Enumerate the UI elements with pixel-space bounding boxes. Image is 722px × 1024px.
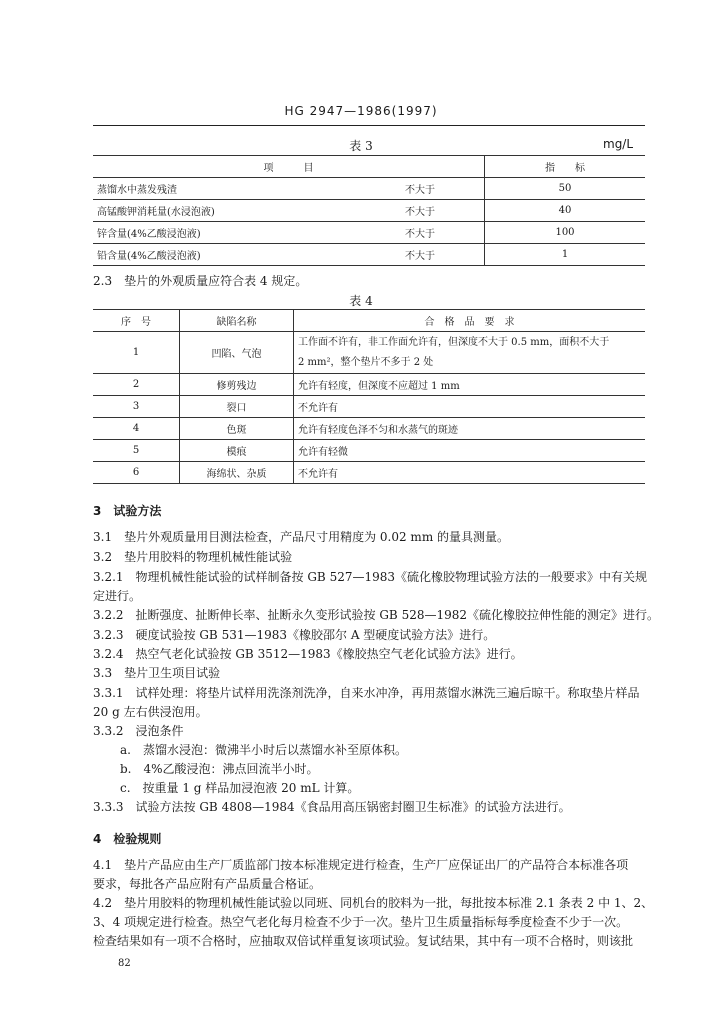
header-rule <box>93 125 645 126</box>
table3-unit: mg/L <box>603 137 634 151</box>
clause-3-2: 3.2 垫片用胶料的物理机械性能试验 <box>93 550 293 564</box>
clause-4-2-cont-2: 检查结果如有一项不合格时，应抽取双倍试样重复该项试验。复试结果，其中有一项不合格时，则该批 <box>93 934 634 948</box>
clause-3-2-1: 3.2.1 物理机械性能试验的试样制备按 GB 527—1983《硫化橡胶物理试验方法的一般要求》中有关规 <box>93 570 648 584</box>
table-row <box>93 418 645 440</box>
table-header-row <box>93 310 645 332</box>
requirement-line-2: 2 mm²，整个垫片不多于 2 处 <box>298 356 434 368</box>
standard-header: HG 2947—1986(1997) <box>284 104 438 118</box>
limit-cell: 不大于 <box>356 200 485 222</box>
defect-name: 海绵状、杂质 <box>180 462 294 484</box>
section-3-heading: 3 试验方法 <box>93 504 162 518</box>
clause-4-2: 4.2 垫片用胶料的物理机械性能试验以同班、同机台的胶料为一批，每批按本标准 2.1 条表 2 中 1、2、 <box>93 896 654 910</box>
defect-name: 色斑 <box>180 418 294 440</box>
table-3 <box>93 155 645 266</box>
limit-cell: 不大于 <box>356 222 485 244</box>
clause-4-1: 4.1 垫片产品应由生产厂质监部门按本标准规定进行检查，生产厂应保证出厂的产品符合本标准各项 <box>93 858 629 872</box>
clause-3-3-2: 3.3.2 浸泡条件 <box>93 724 184 738</box>
row-no: 2 <box>93 374 180 396</box>
requirement: 不允许有 <box>294 396 646 418</box>
row-no: 6 <box>93 462 180 484</box>
requirement: 不允许有 <box>294 462 646 484</box>
requirement: 允许有轻度色泽不匀和水蒸气的斑迹 <box>294 418 646 440</box>
item-b: b. 4%乙酸浸泡：沸点回流半小时。 <box>120 762 319 776</box>
requirement <box>294 332 646 374</box>
value-cell: 100 <box>485 222 646 244</box>
clause-2-3: 2.3 垫片的外观质量应符合表 4 规定。 <box>93 274 308 288</box>
clause-3-3-1: 3.3.1 试样处理：将垫片试样用洗涤剂洗净，自来水冲净，再用蒸馏水淋洗三遍后晾干。称取垫片样品 <box>93 686 640 700</box>
defect-name: 凹陷、气泡 <box>180 332 294 374</box>
header-no: 序 号 <box>93 310 180 332</box>
row-no: 5 <box>93 440 180 462</box>
table-row <box>93 462 645 484</box>
clause-3-3: 3.3 垫片卫生项目试验 <box>93 666 221 680</box>
header-value: 指 标 <box>485 156 646 178</box>
header-defect: 缺陷名称 <box>180 310 294 332</box>
clause-4-1-cont: 要求，每批各产品应附有产品质量合格证。 <box>93 877 322 891</box>
clause-3-2-1-cont: 定进行。 <box>93 589 142 603</box>
table-row <box>93 222 645 244</box>
value-cell: 50 <box>485 178 646 200</box>
table-row <box>93 440 645 462</box>
table-row <box>93 332 645 374</box>
value-cell: 1 <box>485 244 646 266</box>
row-no: 4 <box>93 418 180 440</box>
clause-3-3-1-cont: 20 g 左右供浸泡用。 <box>93 705 208 719</box>
header-item: 项 目 <box>93 156 485 178</box>
clause-3-3-3: 3.3.3 试验方法按 GB 4808—1984《食品用高压锅密封圈卫生标准》的试验方法进行。 <box>93 800 571 814</box>
section-4-heading: 4 检验规则 <box>93 832 162 846</box>
clause-3-1: 3.1 垫片外观质量用目测法检查，产品尺寸用精度为 0.02 mm 的量具测量。 <box>93 530 510 544</box>
table-header-row <box>93 156 645 178</box>
table-row <box>93 244 645 266</box>
requirement-line-1: 工作面不许有，非工作面允许有，但深度不大于 0.5 mm，面积不大于 <box>298 336 610 348</box>
item-cell: 高锰酸钾消耗量(水浸泡液) <box>93 200 356 222</box>
table3-title: 表 3 <box>349 139 373 153</box>
clause-3-2-2: 3.2.2 扯断强度、扯断伸长率、扯断永久变形试验按 GB 528—1982《硫化橡胶拉伸性能的测定》进行。 <box>93 608 660 622</box>
requirement: 允许有轻度，但深度不应超过 1 mm <box>294 374 646 396</box>
table-row <box>93 396 645 418</box>
item-c: c. 按重量 1 g 样品加浸泡液 20 mL 计算。 <box>120 781 360 795</box>
item-cell: 铅含量(4%乙酸浸泡液) <box>93 244 356 266</box>
requirement: 允许有轻微 <box>294 440 646 462</box>
limit-cell: 不大于 <box>356 178 485 200</box>
item-cell: 锌含量(4%乙酸浸泡液) <box>93 222 356 244</box>
clause-3-2-4: 3.2.4 热空气老化试验按 GB 3512—1983《橡胶热空气老化试验方法》进行。 <box>93 647 523 661</box>
table-row <box>93 374 645 396</box>
header-requirement: 合 格 品 要 求 <box>294 310 646 332</box>
table4-title: 表 4 <box>349 294 373 308</box>
item-cell: 蒸馏水中蒸发残渣 <box>93 178 356 200</box>
table-row <box>93 200 645 222</box>
table-4 <box>93 309 645 484</box>
clause-4-2-cont-1: 3、4 项规定进行检查。热空气老化每月检查不少于一次。垫片卫生质量指标每季度检查不少于一次。 <box>93 915 629 929</box>
table-row <box>93 178 645 200</box>
row-no: 3 <box>93 396 180 418</box>
page-number: 82 <box>118 958 131 969</box>
defect-name: 修剪残边 <box>180 374 294 396</box>
value-cell: 40 <box>485 200 646 222</box>
defect-name: 模痕 <box>180 440 294 462</box>
clause-3-2-3: 3.2.3 硬度试验按 GB 531—1983《橡胶邵尔 A 型硬度试验方法》进行。 <box>93 628 496 642</box>
limit-cell: 不大于 <box>356 244 485 266</box>
row-no: 1 <box>93 332 180 374</box>
item-a: a. 蒸馏水浸泡：微沸半小时后以蒸馏水补至原体积。 <box>120 743 407 757</box>
defect-name: 裂口 <box>180 396 294 418</box>
